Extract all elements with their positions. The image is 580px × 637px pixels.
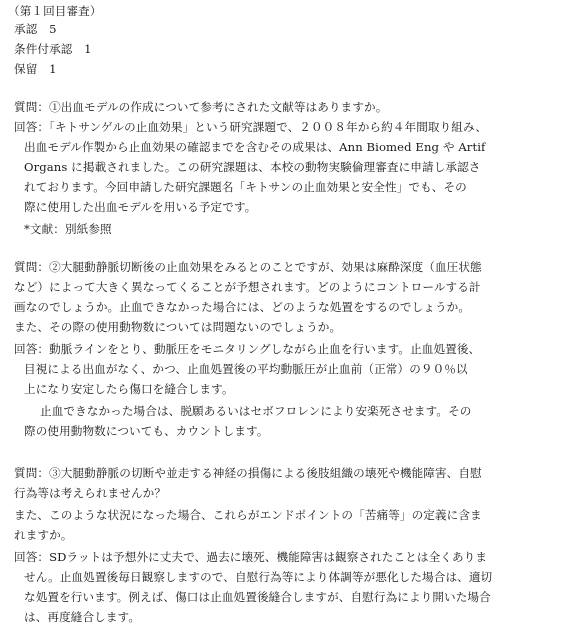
- answer-1-line: 際に使用した出血モデルを用いる予定です。: [24, 200, 257, 214]
- question-2-line: 質問：②大腿動静脈切断後の止血効果をみるとのことですが、効果は麻酔深度（血圧状態: [14, 260, 482, 274]
- question-3-line: 質問：③大腿動静脈の切断や並走する神経の損傷による後肢組織の壊死や機能障害、自慰: [14, 466, 482, 480]
- answer-2-line: 上になり安定したら傷口を縫合します。: [24, 382, 234, 396]
- answer-1-line: 出血モデル作製から止血効果の確認までを含むその成果は、Ann Biomed Eng や Artif: [24, 140, 486, 154]
- result-approved: 承認 5: [14, 22, 57, 36]
- result-conditional: 条件付承認 1: [14, 42, 92, 56]
- answer-3-line: 回答：SDラットは予想外に丈夫で、過去に壊死、機能障害は観察されたことは全くありま: [14, 550, 488, 564]
- answer-3-line: な処置を行います。例えば、傷口は止血処置後縫合しますが、自慰行為により開いた場合: [24, 590, 491, 604]
- question-2-line: 画なのでしょうか。止血できなかった場合には、どのような処置をするのでしょうか。: [14, 300, 471, 314]
- question-2-line: など）によって大きく異なってくることが予想されます。どのようにコントロールする計: [14, 280, 481, 294]
- answer-2-line: 目視による出血がなく、かつ、止血処置後の平均動脈圧が止血前（正常）の９０％以: [24, 362, 468, 376]
- question-3-line: れますか。: [14, 528, 73, 542]
- result-pending: 保留 1: [14, 62, 57, 76]
- question-3-line: また、このような状況になった場合、これらがエンドポイントの「苦痛等」の定義に含ま: [14, 508, 482, 522]
- answer-3-line: せん。止血処置後毎日観察しますので、自慰行為等により体調等が悪化した場合は、適切: [24, 570, 493, 584]
- answer-2-line: 際の使用動物数についても、カウントします。: [24, 424, 269, 438]
- answer-1-line: Organs に掲載されました。この研究課題は、本校の動物実験倫理審査に申請し承認さ: [24, 160, 481, 174]
- question-3-line: 行為等は考えられませんか？: [14, 486, 167, 500]
- review-title: （第１回目審査）: [8, 4, 102, 18]
- answer-1-line: 回答：「キトサンゲルの止血効果」という研究課題で、２００８年から約４年間取り組み、: [14, 120, 488, 134]
- reference-note: *文献：別紙参照: [24, 222, 112, 236]
- question-1: 質問：①出血モデルの作成について参考にされた文献等はありますか。: [14, 100, 388, 114]
- answer-3-line: は、再度縫合します。: [24, 610, 141, 624]
- answer-1-line: れております。今回申請した研究課題名「キトサンの止血効果と安全性」でも、その: [24, 180, 467, 194]
- answer-2-line: 止血できなかった場合は、脱願あるいはセボフロレンにより安楽死させます。その: [40, 404, 472, 418]
- answer-2-line: 回答：動脈ラインをとり、動脈圧をモニタリングしながら止血を行います。止血処置後、: [14, 342, 481, 356]
- question-2-line: また、その際の使用動物数については問題ないのでしょうか。: [14, 320, 342, 334]
